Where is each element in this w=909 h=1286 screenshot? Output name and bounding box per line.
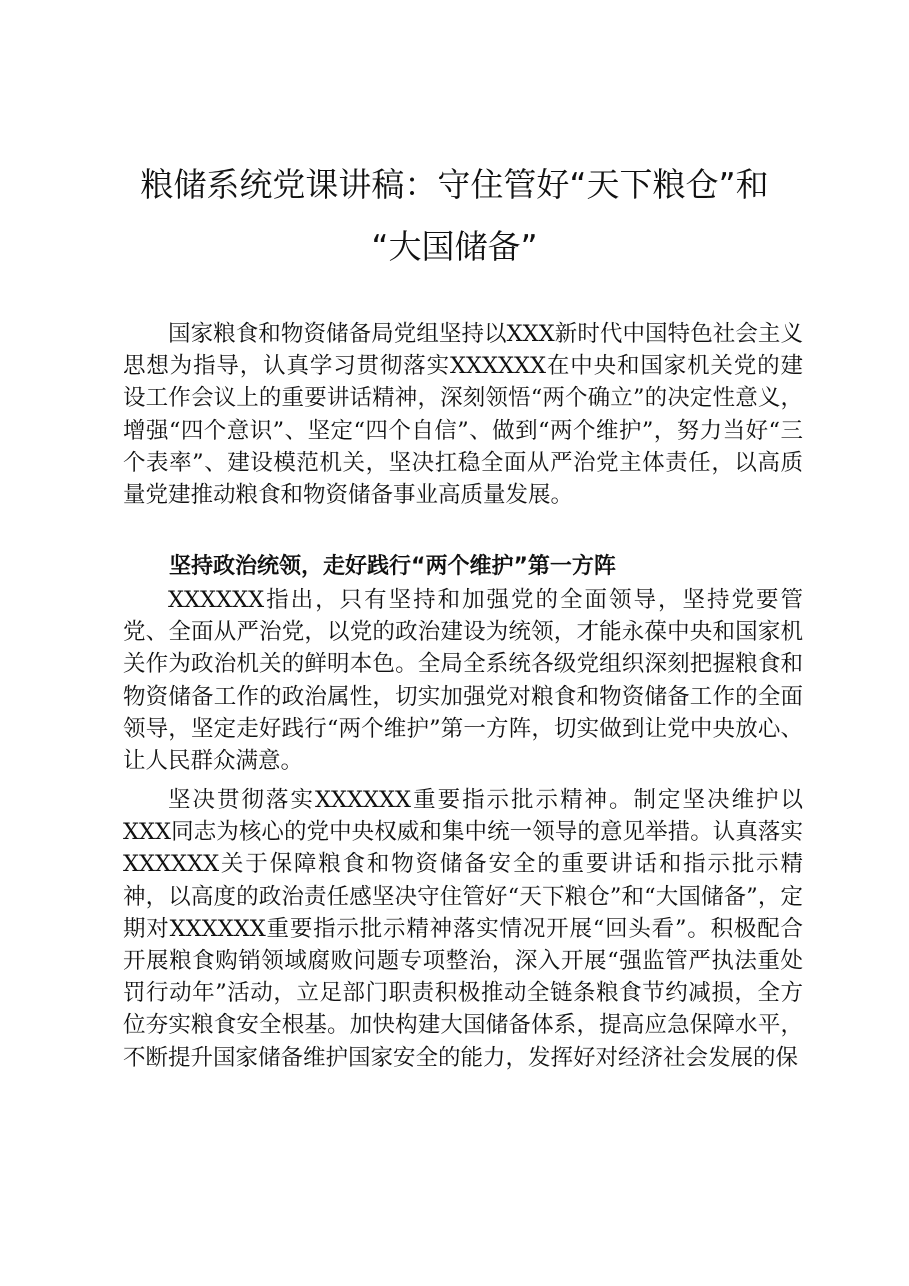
document-title-line-2: “大国储备” [371, 227, 538, 266]
document-title-line-1: 粮储系统党课讲稿：守住管好“天下粮仓”和 [140, 165, 769, 204]
body-paragraph-2: XXXXXX指出，只有坚持和加强党的全面领导，坚持党要管党、全面从严治党，以党的政治建设为统领，才能永葆中央和国家机关作为政治机关的鲜明本色。全局全系统各级党组织深刻把握粮食和物资储备工作的政治属性，切实加强党对粮食和物资储备工作的全面领导，坚定走好践行“两个维护”第一方阵，切实做到让党中央放心、让人民群众满意。 [123, 587, 803, 775]
intro-paragraph: 国家粮食和物资储备局党组坚持以XXX新时代中国特色社会主义思想为指导，认真学习贯彻落实XXXXXX在中央和国家机关党的建设工作会议上的重要讲话精神，深刻领悟“两个确立”的决定性意义，增强“四个意识”、坚定“四个自信”、做到“两个维护”，努力当好“三个表率”、建设模范机关，坚决扛稳全面从严治党主体责任，以高质量党建推动粮食和物资储备事业高质量发展。 [123, 321, 803, 509]
body-paragraph-3: 坚决贯彻落实XXXXXX重要指示批示精神。制定坚决维护以XXX同志为核心的党中央权威和集中统一领导的意见举措。认真落实XXXXXX关于保障粮食和物资储备安全的重要讲话和指示批示精神，以高度的政治责任感坚决守住管好“天下粮仓”和“大国储备”，定期对XXXXXX重要指示批示精神落实情况开展“回头看”。积极配合开展粮食购销领域腐败问题专项整治，深入开展“强监管严执法重处罚行动年”活动，立足部门职责积极推动全链条粮食节约减损，全方位夯实粮食安全根基。加快构建大国储备体系，提高应急保障水平，不断提升国家储备维护国家安全的能力，发挥好对经济社会发展的保 [123, 787, 803, 1071]
section-heading: 坚持政治统领，走好践行“两个维护”第一方阵 [169, 554, 616, 579]
